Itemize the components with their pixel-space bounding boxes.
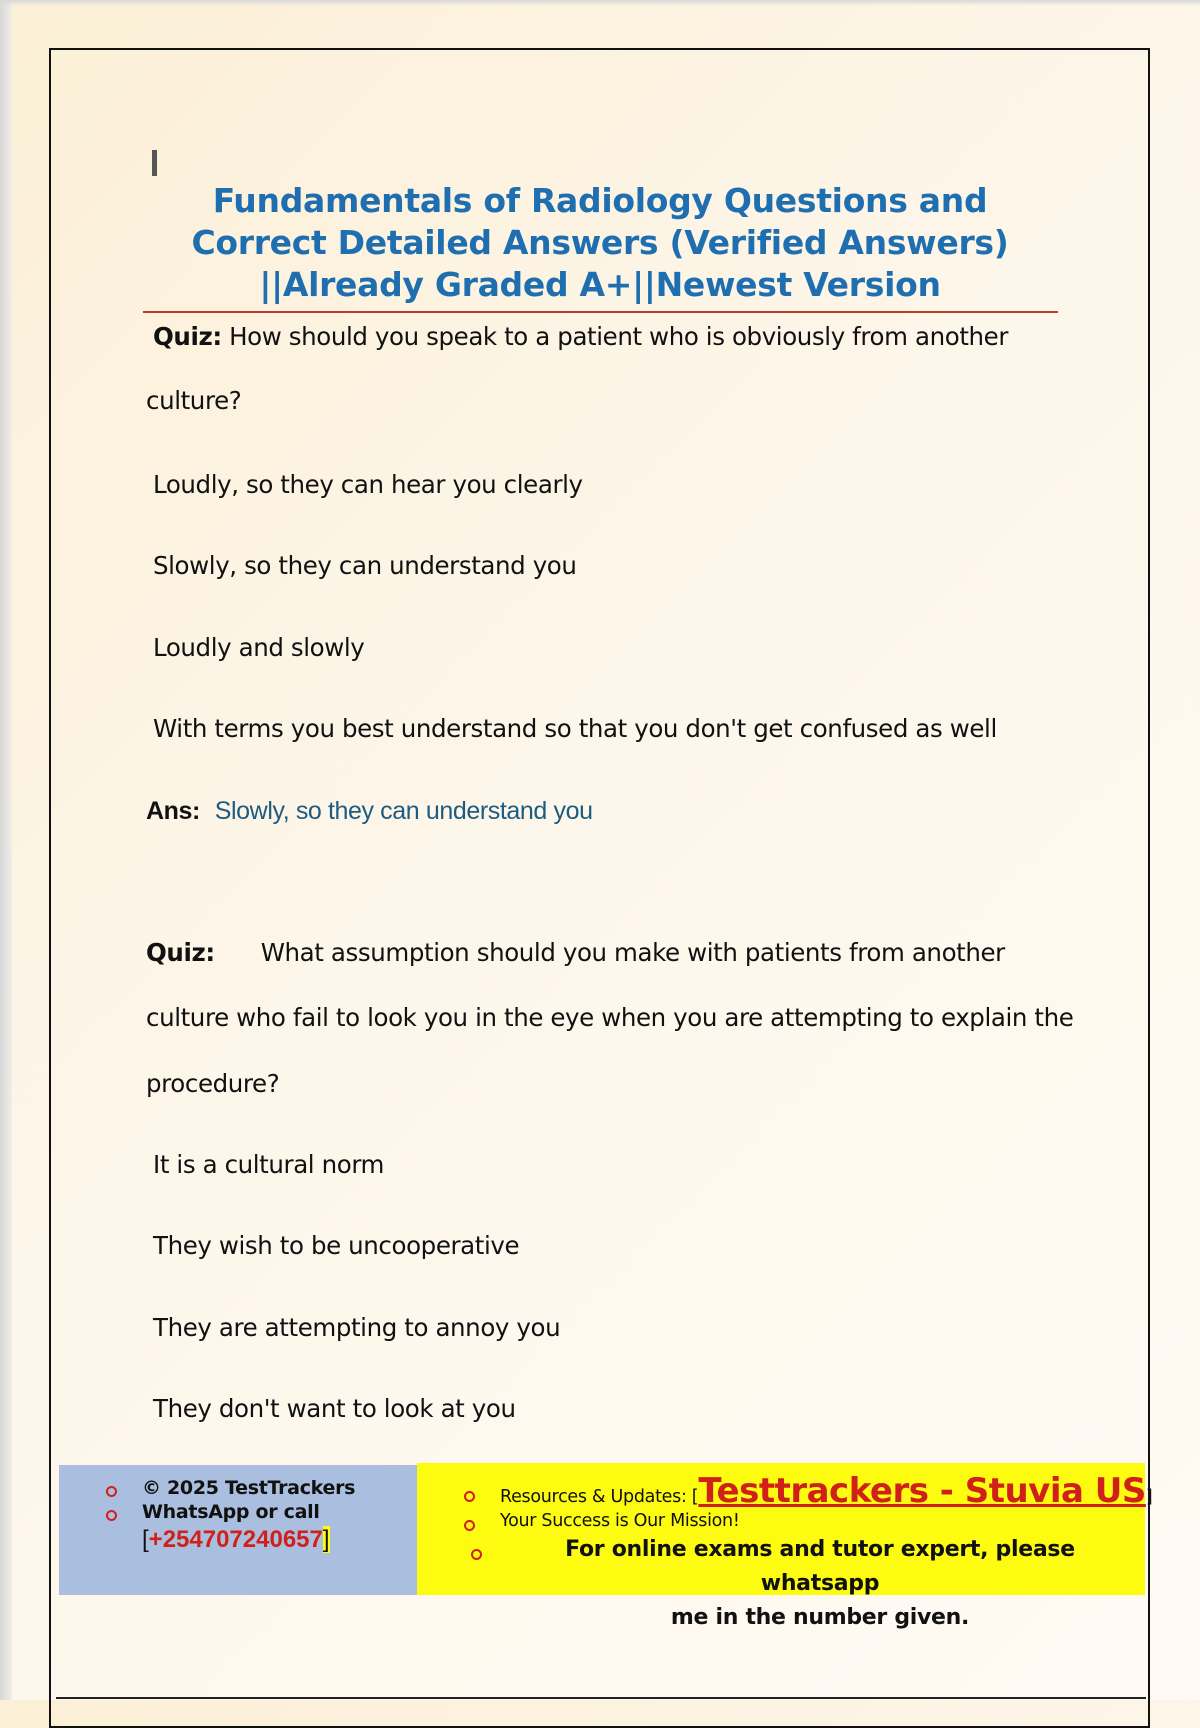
bottom-border (56, 1697, 1146, 1699)
option-1b: Slowly, so they can understand you (153, 551, 577, 580)
document-title: Fundamentals of Radiology Questions and Correct Detailed Answers (Verified Answers) ||Already Graded A+||Newest Version (191, 181, 1009, 304)
quiz-label: Quiz: (153, 322, 222, 351)
bullet-icon (471, 1549, 482, 1560)
tutor-text: For online exams and tutor expert, please whatsapp me in the number given. (565, 1537, 1075, 1630)
question-2-line-2: culture who fail to look you in the eye when you are attempting to explain the (146, 1003, 1074, 1032)
question-2-line-1: Quiz: What assumption should you make with patients from another (146, 938, 1005, 967)
viewer-left-edge (0, 0, 12, 1700)
option-1a: Loudly, so they can hear you clearly (153, 470, 583, 499)
viewer-top-edge (0, 0, 1200, 6)
bullet-icon (106, 1486, 117, 1497)
answer-text: Slowly, so they can understand you (214, 797, 593, 825)
option-1d: With terms you best understand so that you don't get confused as well (153, 714, 997, 743)
option-1c: Loudly and slowly (153, 633, 365, 662)
question-2-line-3: procedure? (146, 1069, 280, 1098)
phone-number[interactable]: [+254707240657] (142, 1526, 330, 1553)
option-2d: They don't want to look at you (153, 1394, 516, 1423)
option-2c: They are attempting to annoy you (153, 1313, 561, 1342)
answer-1 (146, 796, 593, 826)
quiz-label: Quiz: (146, 938, 215, 967)
answer-label: Ans: (146, 797, 200, 825)
option-2a: It is a cultural norm (153, 1150, 385, 1179)
text-cursor (152, 150, 157, 176)
mission-text: Your Success is Our Mission! (500, 1511, 740, 1531)
question-1-line-1: Quiz: How should you speak to a patient who is obviously from another (153, 322, 1008, 351)
bullet-icon (464, 1520, 475, 1531)
resources-line: Resources & Updates: [Testtrackers - Stuvia US] (500, 1471, 1153, 1511)
bullet-icon (106, 1510, 117, 1521)
copyright-text: © 2025 TestTrackers (142, 1477, 356, 1499)
stuvia-link[interactable]: Testtrackers - Stuvia US (698, 1471, 1146, 1511)
whatsapp-label: WhatsApp or call (142, 1501, 320, 1523)
bullet-icon (464, 1491, 475, 1502)
title-divider (143, 311, 1058, 313)
footer-contact-panel (59, 1465, 417, 1595)
footer-promo-panel (417, 1463, 1153, 1630)
option-2b: They wish to be uncooperative (153, 1231, 520, 1260)
question-1-line-2: culture? (146, 386, 242, 415)
